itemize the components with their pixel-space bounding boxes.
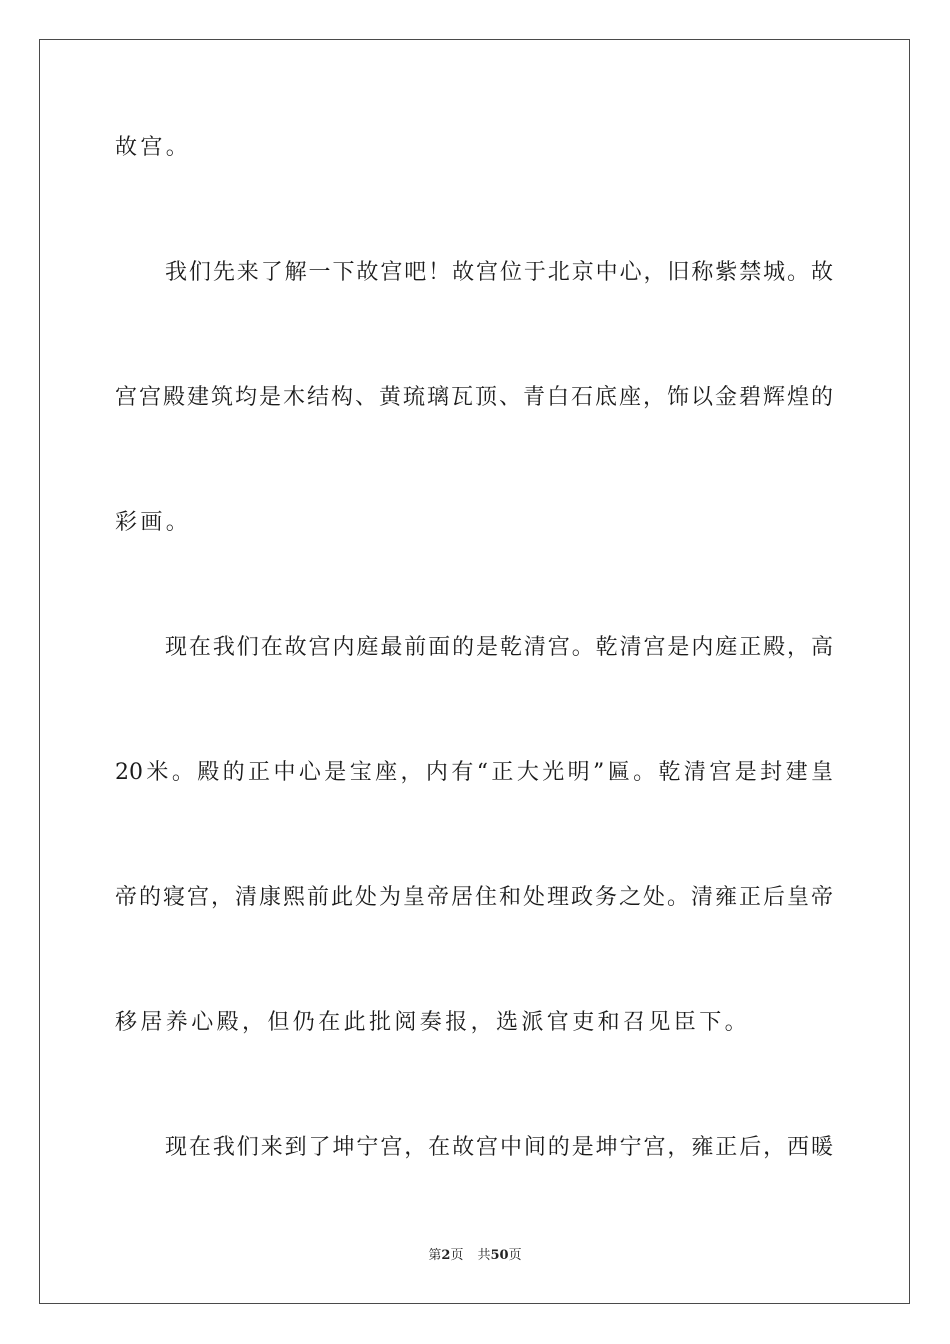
footer-page-suffix: 页 bbox=[450, 1248, 464, 1263]
footer-page-number: 2 bbox=[441, 1248, 451, 1263]
footer-total-suffix: 页 bbox=[508, 1248, 522, 1263]
footer-total-pages: 50 bbox=[490, 1248, 509, 1263]
paragraph-3-line-1: 现在我们来到了坤宁宫，在故宫中间的是坤宁宫，雍正后，西暖 bbox=[165, 1135, 833, 1160]
footer-total-prefix: 共 bbox=[477, 1248, 491, 1263]
paragraph-1-line-3: 彩画。 bbox=[115, 510, 192, 535]
paragraph-2-line-4: 移居养心殿，但仍在此批阅奏报，选派官吏和召见臣下。 bbox=[115, 1010, 751, 1035]
paragraph-1-line-2: 宫宫殿建筑均是木结构、黄琉璃瓦顶、青白石底座，饰以金碧辉煌的 bbox=[115, 385, 833, 410]
footer-page-prefix: 第 bbox=[428, 1248, 442, 1263]
paragraph-2-line-2: 20米。殿的正中心是宝座，内有“正大光明”匾。乾清宫是封建皇 bbox=[115, 760, 833, 785]
page-footer bbox=[0, 1247, 950, 1265]
paragraph-2-line-1: 现在我们在故宫内庭最前面的是乾清宫。乾清宫是内庭正殿，高 bbox=[165, 635, 833, 660]
page-border bbox=[39, 39, 910, 1304]
text-line-1: 故宫。 bbox=[115, 135, 192, 160]
paragraph-2-line-3: 帝的寝宫，清康熙前此处为皇帝居住和处理政务之处。清雍正后皇帝 bbox=[115, 885, 833, 910]
paragraph-1-line-1: 我们先来了解一下故宫吧！故宫位于北京中心，旧称紫禁城。故 bbox=[165, 260, 833, 285]
